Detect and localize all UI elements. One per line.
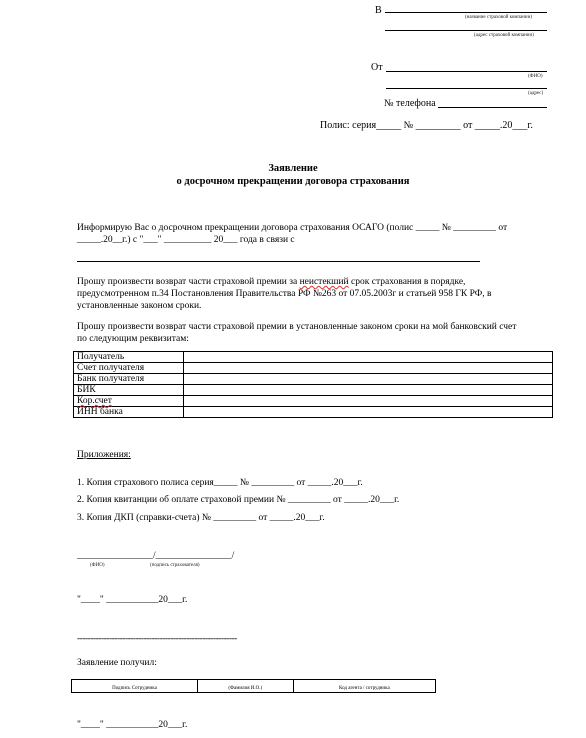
attachment-item-2: 2. Копия квитанции об оплате страховой премии № _________ от _____.20___г. — [77, 495, 400, 505]
received-col-fio[interactable]: (Фамилия И.О.) — [197, 680, 293, 693]
company-address-line — [385, 30, 547, 31]
table-row — [74, 385, 553, 396]
company-name-line — [385, 12, 547, 13]
para3-line2: по следующим реквизитам: — [77, 334, 189, 344]
from-prefix: От — [371, 62, 383, 73]
policy-line: Полис: серия_____ № _________ от _____.20___г. — [320, 120, 533, 131]
bank-details-table — [73, 351, 553, 418]
para2-line3: установленные законом сроки. — [77, 301, 202, 311]
address-hint: (адрес) — [528, 91, 544, 96]
row-value-field[interactable] — [184, 363, 553, 374]
to-prefix: В — [375, 5, 382, 16]
signature-fio-hint: (ФИО) — [90, 563, 105, 568]
address-line — [386, 88, 547, 89]
row-label: Банк получателя — [74, 374, 184, 385]
attachment-item-3: 3. Копия ДКП (справки-счета) № _________ от _____.20___г. — [77, 513, 325, 523]
document-title: Заявление — [268, 163, 318, 174]
company-name-hint: (название страховой компании) — [465, 15, 532, 20]
company-address-hint: (адрес страховой компании) — [474, 33, 534, 38]
signature-sign-hint: (подпись страхователя) — [150, 563, 200, 568]
para2-wavy-word: неистекший — [299, 277, 349, 287]
received-col-agent-code[interactable]: Код агента / сотрудника — [293, 680, 435, 693]
received-label: Заявление получил: — [77, 658, 157, 668]
para2-line2: предусмотренном п.34 Постановления Правительства РФ №263 от 07.05.2003г и статьей 958 ГК РФ, в — [77, 289, 492, 299]
para3-line1: Прошу произвести возврат части страховой премии в установленные законом сроки на мой банковский счет — [77, 322, 517, 332]
row-label: БИК — [74, 385, 184, 396]
table-row — [74, 352, 553, 363]
para2-line1 — [77, 276, 465, 288]
date-line-2: "____" ___________20___г. — [77, 720, 188, 730]
row-value-field[interactable] — [184, 385, 553, 396]
phone-label: № телефона — [384, 98, 436, 109]
attachments-heading: Приложения: — [77, 450, 131, 460]
table-row — [74, 363, 553, 374]
document-subtitle: о досрочном прекращении договора страхования — [176, 176, 410, 187]
para2-text-b: срок страхования в порядке, — [348, 277, 466, 287]
row-value-field[interactable] — [184, 374, 553, 385]
attachment-item-1: 1. Копия страхового полиса серия_____ № _________ от _____.20___г. — [77, 478, 363, 488]
row-value-field[interactable] — [184, 407, 553, 418]
phone-line — [438, 107, 547, 108]
para1-line1: Информирую Вас о досрочном прекращении договора страхования ОСАГО (полис _____ № _________ от — [77, 223, 508, 233]
signature-line: ________________/________________/ — [77, 551, 235, 561]
table-row — [74, 374, 553, 385]
row-value-field[interactable] — [184, 396, 553, 407]
table-row — [74, 407, 553, 418]
row-value-field[interactable] — [184, 352, 553, 363]
fio-hint: (ФИО) — [528, 74, 543, 79]
divider: ------------------------------------------------------------ — [77, 634, 237, 644]
row-label: Счет получателя — [74, 363, 184, 374]
received-table — [71, 679, 436, 693]
fio-line — [386, 71, 547, 72]
reason-line — [77, 261, 480, 262]
row-label: Получатель — [74, 352, 184, 363]
para1-line2: _____.20__г.) с "___" __________ 20___ года в связи с — [77, 235, 295, 245]
received-col-signature[interactable]: Подпись Сотрудника — [72, 680, 198, 693]
row-label: ИНН банка — [74, 407, 184, 418]
date-line-1: "____" ___________20___г. — [77, 595, 188, 605]
table-row — [72, 680, 436, 693]
table-row — [74, 396, 553, 407]
para2-text-a: Прошу произвести возврат части страховой премии за — [77, 277, 300, 287]
row-label: Кор.счет — [74, 396, 184, 407]
